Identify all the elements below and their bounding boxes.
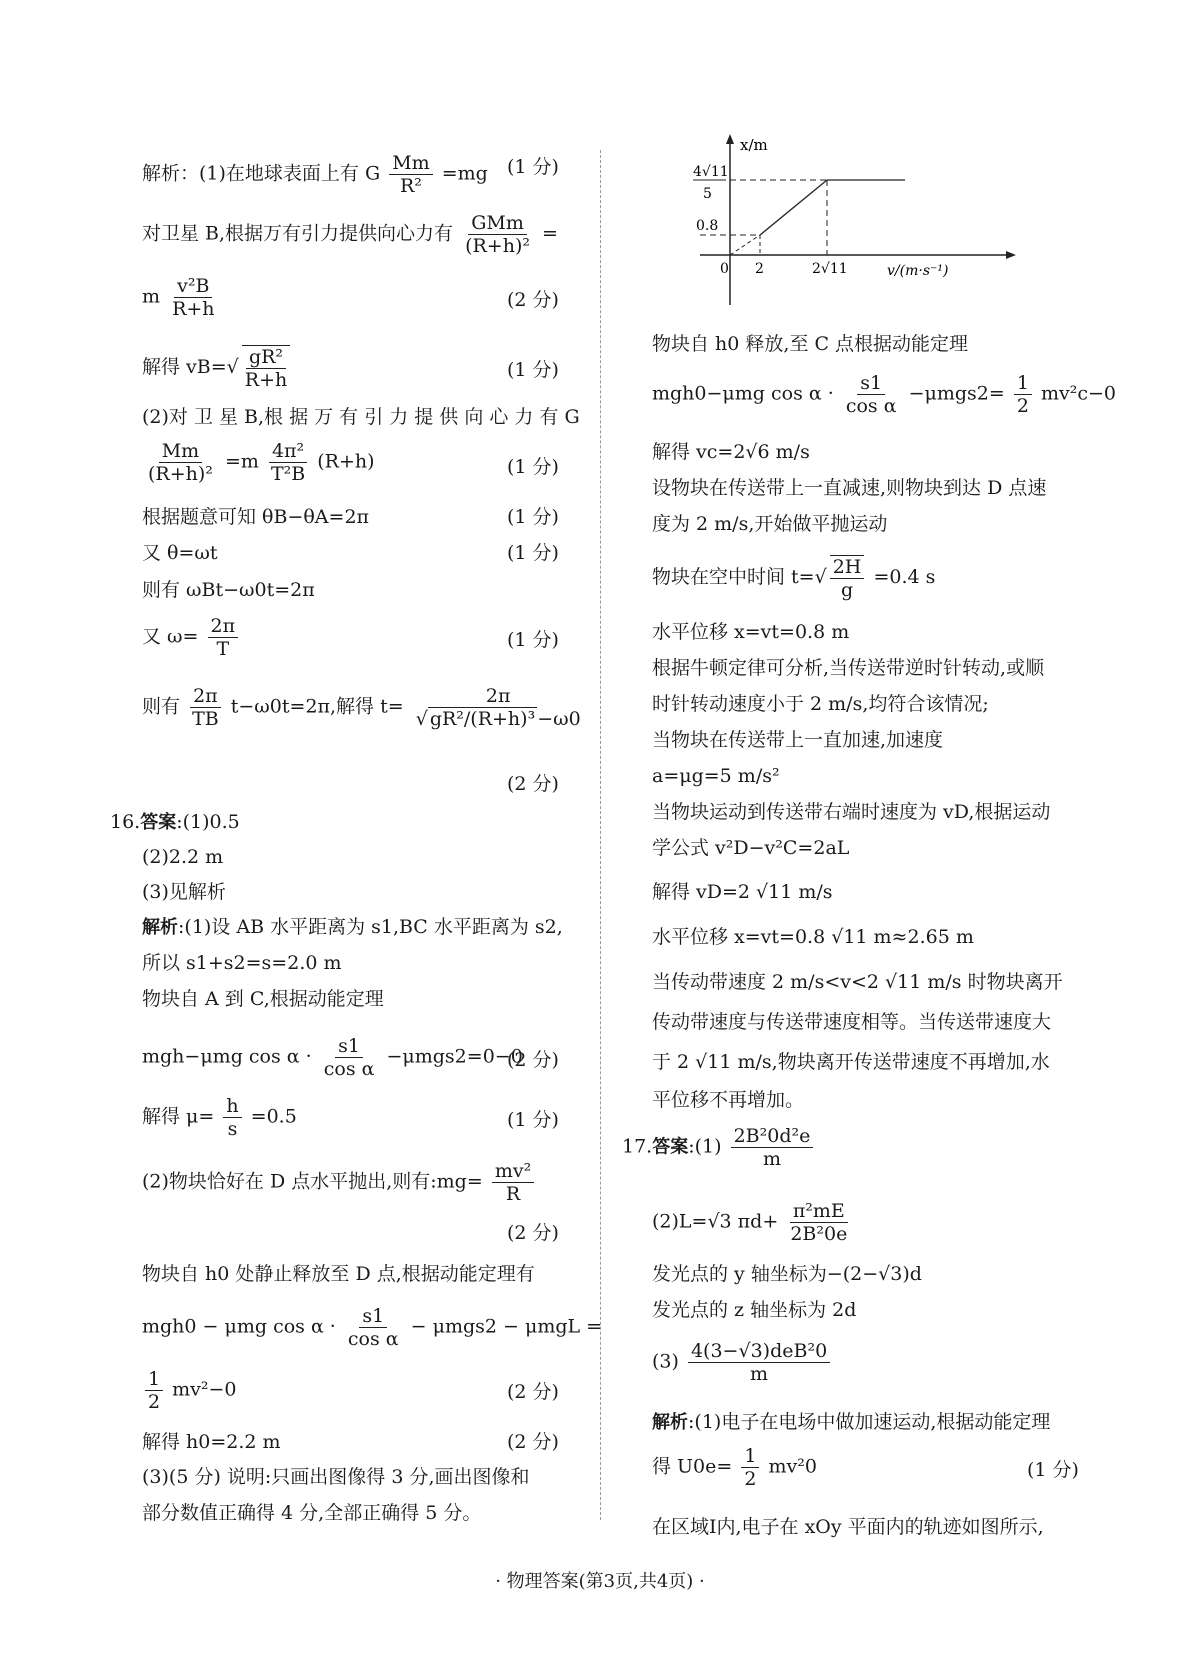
solution-text: 解析：(1)在地球表面上有 G bbox=[142, 162, 381, 185]
text-line: 解得 vD=2 √11 m/s bbox=[652, 881, 833, 903]
fraction: $\frac{s1}{\text{cos α}}$ bbox=[347, 1305, 399, 1350]
score-label: (2 分) bbox=[507, 1431, 559, 1453]
text-line: 则有 ωBt−ω0t=2π bbox=[142, 579, 315, 601]
fraction: $\frac{\text{mv²}}{R}$ bbox=[492, 1160, 534, 1205]
text-line: 解析:(1)设 AB 水平距离为 s1,BC 水平距离为 s2, bbox=[142, 916, 563, 938]
fraction: $\frac{s1}{\text{cos α}}$ bbox=[845, 372, 897, 417]
text-line: 当物块运动到传送带右端时速度为 vD,根据运动 bbox=[652, 801, 1051, 823]
text-line: (2)L=√3 πd+ $\frac{\text{π²mE}}{\text{2B²0e}}$ bbox=[652, 1200, 853, 1245]
text-line: 部分数值正确得 4 分,全部正确得 5 分。 bbox=[142, 1502, 482, 1524]
text-line: m $\frac{\text{v²B}}{R+h}$ bbox=[142, 275, 221, 320]
text-line: 发光点的 y 轴坐标为−(2−√3)d bbox=[652, 1263, 922, 1285]
text-line: 传动带速度与传送带速度相等。当传送带速度大 bbox=[652, 1011, 1052, 1033]
text-line: 设物块在传送带上一直减速,则物块到达 D 点速 bbox=[652, 477, 1047, 499]
text-line: 解得 vc=2√6 m/s bbox=[652, 441, 810, 463]
score-label: (1 分) bbox=[507, 542, 559, 564]
text-line: 根据牛顿定律可分析,当传送带逆时针转动,或顺 bbox=[652, 657, 1045, 679]
text-line: 则有 $\frac{2\pi}{TB}$ t−ω0t=2π,解得 t= $\frac{2\pi}{\text{√ gR²/(R+h)³ −ω0}}$ bbox=[142, 685, 587, 730]
text-line: 平位移不再增加。 bbox=[652, 1089, 805, 1111]
text-line: mgh0−μmg cos α · $\frac{s1}{\text{cos α}}$ −μmgs2= $\frac{1}{2}$ mv²c−0 bbox=[652, 372, 1117, 417]
text-line: 物块自 h0 释放,至 C 点根据动能定理 bbox=[652, 333, 969, 355]
x-tick-high: 2√11 bbox=[812, 261, 848, 277]
score-label: (1 分) bbox=[507, 156, 559, 178]
text-line: 时针转动速度小于 2 m/s,均符合该情况; bbox=[652, 693, 989, 715]
y-tick-low: 0.8 bbox=[696, 218, 719, 234]
text-line: 物块自 A 到 C,根据动能定理 bbox=[142, 988, 384, 1010]
answer-17: 17.答案:(1) $\frac{\text{2B²0d²e}}{m}$ bbox=[622, 1125, 816, 1170]
rising-segment bbox=[760, 180, 827, 235]
fraction: $\frac{Mm}{\text{(R+h)²}}$ bbox=[148, 440, 213, 485]
text-line: 在区域Ⅰ内,电子在 xOy 平面内的轨迹如图所示, bbox=[652, 1516, 1044, 1538]
text-line: $\frac{1}{2}$ mv²−0 bbox=[142, 1368, 237, 1413]
x-tick-low: 2 bbox=[755, 261, 764, 277]
fraction: $\frac{2\pi}{\text{√ gR²/(R+h)³ −ω0}}$ bbox=[415, 685, 581, 730]
text-line: 解析:(1)电子在电场中做加速运动,根据动能定理 bbox=[652, 1411, 1051, 1433]
x-axis-arrow bbox=[1006, 251, 1016, 259]
text-line: 当物块在传送带上一直加速,加速度 bbox=[652, 729, 944, 751]
score-label: (1 分) bbox=[1027, 1459, 1079, 1481]
text-line: 得 U0e= $\frac{1}{2}$ mv²0 bbox=[652, 1445, 817, 1490]
score-label: (1 分) bbox=[507, 456, 559, 478]
velocity-displacement-graph bbox=[693, 130, 1020, 320]
text-line: 于 2 √11 m/s,物块离开传送带速度不再增加,水 bbox=[652, 1051, 1050, 1073]
y-axis-arrow bbox=[726, 134, 734, 144]
text-line: 解得 μ= $\frac{h}{s}$ =0.5 bbox=[142, 1095, 297, 1140]
fraction: $\frac{\text{π²mE}}{\text{2B²0e}}$ bbox=[790, 1200, 848, 1245]
fraction: $\frac{Mm}{\text{R²}}$ bbox=[389, 152, 432, 197]
text-line: 水平位移 x=vt=0.8 m bbox=[652, 621, 850, 643]
fraction: $\frac{\text{v²B}}{R+h}$ bbox=[172, 275, 215, 320]
fraction: $\frac{2\pi}{T}$ bbox=[208, 615, 239, 660]
text-line: 所以 s1+s2=s=2.0 m bbox=[142, 952, 342, 974]
y-tick-top-num: 4√11 bbox=[693, 164, 729, 180]
score-label: (1 分) bbox=[507, 506, 559, 528]
score-label: (2 分) bbox=[507, 1049, 559, 1071]
fraction: $\frac{2\pi}{TB}$ bbox=[192, 685, 219, 730]
score-label: (2 分) bbox=[507, 1381, 559, 1403]
fraction: $\frac{s1}{\text{cos α}}$ bbox=[323, 1035, 375, 1080]
text-line: 物块自 h0 处静止释放至 D 点,根据动能定理有 bbox=[142, 1263, 535, 1285]
score-label: (2 分) bbox=[507, 289, 559, 311]
text-line: (2)2.2 m bbox=[142, 846, 224, 868]
fraction: $\frac{\text{4π²}}{\text{T²B}}$ bbox=[270, 440, 306, 485]
text-line: (2)对 卫 星 B,根 据 万 有 引 力 提 供 向 心 力 有 G bbox=[142, 406, 580, 428]
score-label: (2 分) bbox=[507, 1222, 559, 1244]
text-line: 当传动带速度 2 m/s<v<2 √11 m/s 时物块离开 bbox=[652, 971, 1063, 993]
dashed-origin-segment bbox=[730, 235, 760, 255]
score-label: (1 分) bbox=[507, 359, 559, 381]
text-line: 又 ω= $\frac{2\pi}{T}$ bbox=[142, 615, 241, 660]
score-label: (1 分) bbox=[507, 629, 559, 651]
text-line: (3)见解析 bbox=[142, 881, 226, 903]
text-line: 根据题意可知 θB−θA=2π bbox=[142, 506, 370, 528]
x-axis-label: v/(m·s⁻¹) bbox=[887, 263, 949, 279]
text-line: 发光点的 z 轴坐标为 2d bbox=[652, 1299, 857, 1321]
text-line: 又 θ=ωt bbox=[142, 542, 218, 564]
fraction: $\frac{1}{2}$ bbox=[741, 1445, 759, 1490]
text-line: 水平位移 x=vt=0.8 √11 m≈2.65 m bbox=[652, 926, 974, 948]
score-label: (1 分) bbox=[507, 1109, 559, 1131]
fraction: $\frac{\text{gR²}}{R+h}$ bbox=[242, 345, 290, 391]
text-line: 学公式 v²D−v²C=2aL bbox=[652, 837, 850, 859]
answer-16: 16.答案:(1)0.5 bbox=[110, 811, 240, 833]
fraction: $\frac{\text{GMm}}{\text{(R+h)²}}$ bbox=[465, 212, 530, 257]
text-line: (3) $\frac{\text{4(3−√3)deB²0}}{m}$ bbox=[652, 1340, 833, 1385]
text-line: 对卫星 B,根据万有引力提供向心力有 $\frac{\text{GMm}}{\text{(R+h)²}}$ = bbox=[142, 212, 558, 257]
text-line: mgh0 − μmg cos α · $\frac{s1}{\text{cos α}}$ − μmgs2 − μmgL = bbox=[142, 1305, 603, 1350]
fraction: $\frac{1}{2}$ bbox=[1014, 372, 1032, 417]
score-label: (2 分) bbox=[507, 773, 559, 795]
text-line: 解析：(1)在地球表面上有 G $\frac{Mm}{\text{R²}}$ =mg bbox=[142, 152, 488, 197]
text-line: mgh−μmg cos α · $\frac{s1}{\text{cos α}}$ −μmgs2=0−0 bbox=[142, 1035, 523, 1080]
text-line: 物块在空中时间 t=√ $\frac{2H}{g}$ =0.4 s bbox=[652, 556, 936, 601]
fraction: $\frac{2H}{g}$ bbox=[830, 555, 865, 601]
fraction: $\frac{\text{4(3−√3)deB²0}}{m}$ bbox=[688, 1340, 830, 1385]
text-line: 解得 vB=√ $\frac{\text{gR²}}{R+h}$ bbox=[142, 345, 293, 391]
text-line: $\frac{Mm}{\text{(R+h)²}}$ =m $\frac{\text{4π²}}{\text{T²B}}$ (R+h) bbox=[142, 440, 375, 485]
text-line: 解得 h0=2.2 m bbox=[142, 1431, 281, 1453]
fraction: $\frac{h}{s}$ bbox=[223, 1095, 241, 1140]
text-line: 度为 2 m/s,开始做平抛运动 bbox=[652, 513, 888, 535]
fraction: $\frac{1}{2}$ bbox=[145, 1368, 163, 1413]
text-line: (3)(5 分) 说明:只画出图像得 3 分,画出图像和 bbox=[142, 1466, 530, 1488]
y-tick-top-den: 5 bbox=[703, 186, 712, 202]
fraction: $\frac{\text{2B²0d²e}}{m}$ bbox=[731, 1125, 814, 1170]
page-footer: · 物理答案(第3页,共4页) · bbox=[495, 1571, 705, 1592]
y-axis-label: x/m bbox=[740, 136, 768, 154]
text-line: (2)物块恰好在 D 点水平抛出,则有:mg= $\frac{\text{mv²}}{R}$ bbox=[142, 1160, 537, 1205]
origin-label: 0 bbox=[720, 261, 729, 277]
text-line: a=μg=5 m/s² bbox=[652, 765, 780, 787]
